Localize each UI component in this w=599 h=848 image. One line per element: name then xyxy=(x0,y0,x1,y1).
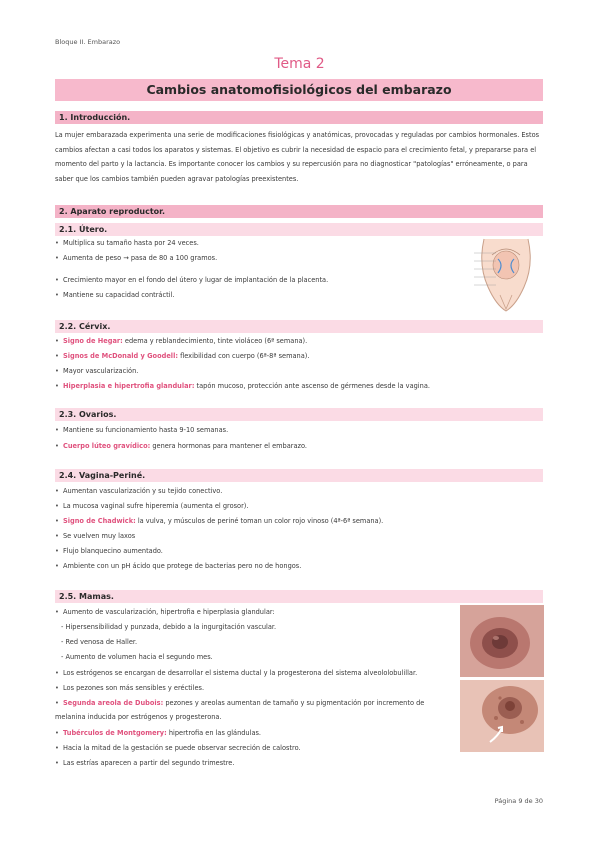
intro-paragraph: La mujer embarazada experimenta una serie de modificaciones fisiológicas y anatómicas, provocadas y reguladas por cambios hormonales. Estos cambios afectan a casi todos los aparatos y sistemas. El objetivo es cubrir la necesidad de espacio para el crecimiento fetal, y prepararse para el momento del parto y la lactancia. Es importante conocer los cambios y su repercusión para no diagnosticar "patologías" erróneamente, o para saber que los cambios también pueden agravar patologías preexistentes. xyxy=(55,131,540,183)
list-item: • Signo de Chadwick: la vulva, y músculos de periné toman un color rojo vinoso (4ª-6ª semana). xyxy=(55,517,384,525)
subsection-heading-ovarios: 2.3. Ovarios. xyxy=(55,408,543,421)
subsection-heading-vagina-perine: 2.4. Vagina-Periné. xyxy=(55,469,543,482)
areola-photo xyxy=(460,605,544,677)
page-number: Página 9 de 30 xyxy=(494,797,543,805)
list-subitem: - Hipersensibilidad y punzada, debido a la ingurgitación vascular. xyxy=(61,623,277,631)
chapter-number: Tema 2 xyxy=(274,56,325,72)
list-item: • Aumenta de peso → pasa de 80 a 100 gramos. xyxy=(55,254,218,262)
montgomery-tubercles-photo xyxy=(460,680,544,752)
section-heading-aparato-reproductor: 2. Aparato reproductor. xyxy=(55,205,543,218)
list-item: • Hiperplasia e hipertrofia glandular: tapón mucoso, protección ante ascenso de gérmenes desde la vagina. xyxy=(55,382,430,390)
subsection-heading-cervix: 2.2. Cérvix. xyxy=(55,320,543,333)
list-item: • Tubérculos de Montgomery: hipertrofia en las glándulas. xyxy=(55,729,262,737)
list-item: • Flujo blanquecino aumentado. xyxy=(55,547,163,555)
list-subitem: - Red venosa de Haller. xyxy=(61,638,138,646)
list-item: • Hacia la mitad de la gestación se puede observar secreción de calostro. xyxy=(55,744,301,752)
page-title: Cambios anatomofisiológicos del embarazo xyxy=(55,79,543,101)
list-item: • Signo de Hegar: edema y reblandecimiento, tinte violáceo (6ª semana). xyxy=(55,337,308,345)
list-subitem: - Aumento de volumen hacia el segundo mes. xyxy=(61,653,213,661)
list-item: • Cuerpo lúteo gravídico: genera hormonas para mantener el embarazo. xyxy=(55,442,308,450)
list-item: • Los estrógenos se encargan de desarrollar el sistema ductal y la progesterona del sistema alveololobulillar. xyxy=(55,669,418,677)
subsection-heading-mamas: 2.5. Mamas. xyxy=(55,590,543,603)
subsection-heading-utero: 2.1. Útero. xyxy=(55,223,543,236)
list-item: • La mucosa vaginal sufre hiperemia (aumenta el grosor). xyxy=(55,502,249,510)
list-item: • Las estrías aparecen a partir del segundo trimestre. xyxy=(55,759,235,767)
section-heading-introduccion: 1. Introducción. xyxy=(55,111,543,124)
list-item: • Mantiene su capacidad contráctil. xyxy=(55,291,175,299)
list-item: • Signos de McDonald y Goodell: flexibilidad con cuerpo (6ª-8ª semana). xyxy=(55,352,310,360)
list-item: • Crecimiento mayor en el fondo del útero y lugar de implantación de la placenta. xyxy=(55,276,329,284)
list-item: • Los pezones son más sensibles y eréctiles. xyxy=(55,684,205,692)
list-item: • Se vuelven muy laxos xyxy=(55,532,136,540)
running-header: Bloque II. Embarazo xyxy=(55,38,121,46)
list-item: • Aumento de vascularización, hipertrofia e hiperplasia glandular: xyxy=(55,608,275,616)
list-item: • Mayor vascularización. xyxy=(55,367,139,375)
list-item: • Segunda areola de Dubois: pezones y areolas aumentan de tamaño y su pigmentación por incremento de melanina inducida por estrógenos y progesterona. xyxy=(55,699,425,721)
list-item: • Ambiente con un pH ácido que protege de bacterias pero no de hongos. xyxy=(55,562,302,570)
list-item: • Aumentan vascularización y su tejido conectivo. xyxy=(55,487,223,495)
list-item: • Multiplica su tamaño hasta por 24 veces. xyxy=(55,239,199,247)
list-item: • Mantiene su funcionamiento hasta 9-10 semanas. xyxy=(55,426,229,434)
uterus-growth-illustration xyxy=(470,235,542,313)
